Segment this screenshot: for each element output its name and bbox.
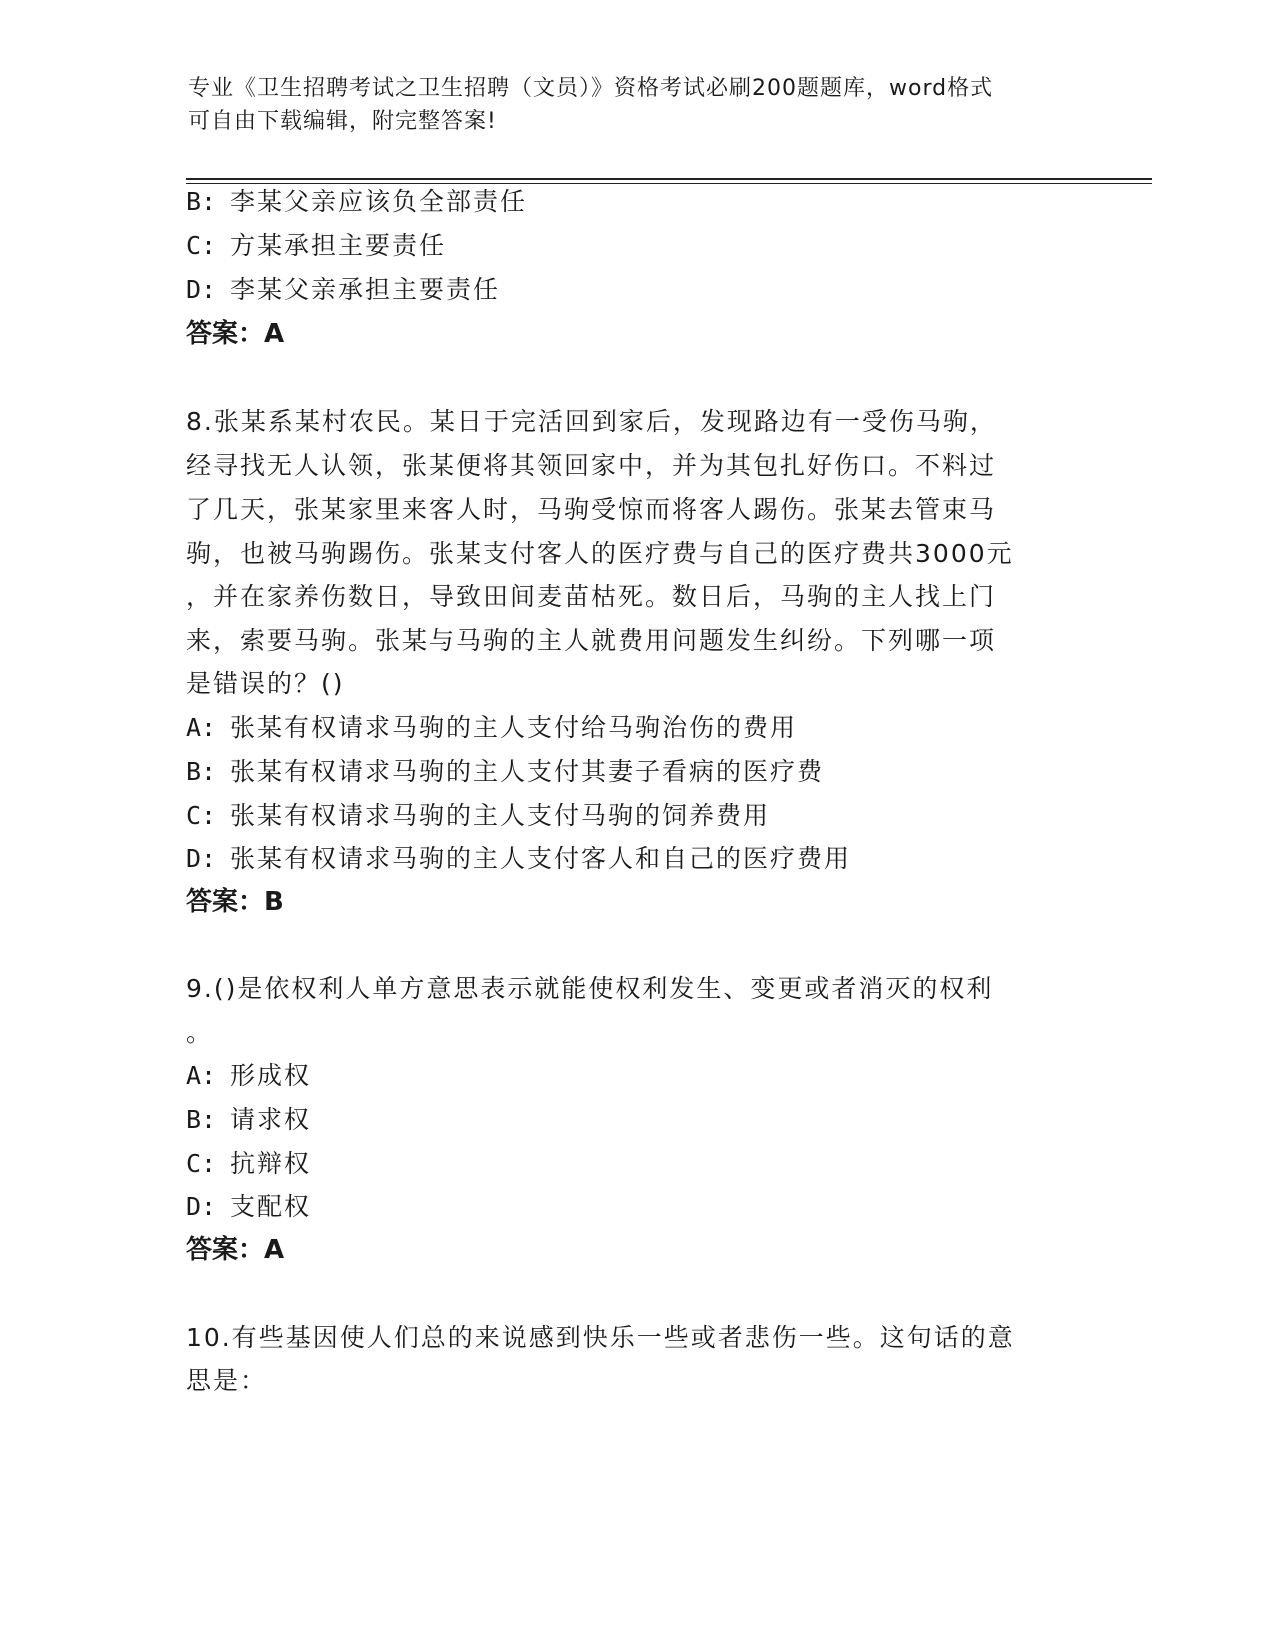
q7-option-b	[186, 186, 527, 218]
q9-option-a	[186, 1060, 311, 1092]
option-letter: D:	[186, 1192, 217, 1221]
option-text: 李某父亲应该负全部责任	[230, 187, 528, 216]
q8-option-c	[186, 800, 770, 832]
option-letter: D:	[186, 275, 217, 304]
option-text: 请求权	[230, 1105, 312, 1134]
header-line-2: 可自由下载编辑，附完整答案!	[188, 109, 497, 134]
q8-stem-line: 8.张某系某村农民。某日于完活回到家后，发现路边有一受伤马驹，	[186, 407, 997, 436]
option-letter: C:	[186, 801, 217, 830]
option-text: 形成权	[230, 1061, 312, 1090]
header-rule-thick	[186, 178, 1152, 180]
q8-option-b	[186, 756, 824, 788]
option-text: 张某有权请求马驹的主人支付给马驹治伤的费用	[230, 713, 798, 742]
q8-answer: 答案：B	[186, 887, 284, 917]
option-text: 方某承担主要责任	[230, 231, 447, 260]
option-letter: B:	[186, 187, 217, 216]
q9-option-c	[186, 1148, 311, 1180]
option-text: 抗辩权	[230, 1149, 312, 1178]
q7-option-c	[186, 230, 446, 262]
header-rule-thin	[186, 183, 1152, 184]
q10-stem-line: 思是：	[186, 1366, 268, 1395]
q8-stem-line: 是错误的？()	[186, 669, 345, 698]
q10-stem-line: 10.有些基因使人们总的来说感到快乐一些或者悲伤一些。这句话的意	[186, 1323, 1015, 1352]
option-text: 张某有权请求马驹的主人支付客人和自己的医疗费用	[230, 844, 852, 873]
q9-stem-line: 9.()是依权利人单方意思表示就能使权利发生、变更或者消灭的权利	[186, 974, 994, 1003]
q8-stem-line: ，并在家养伤数日，导致田间麦苗枯死。数日后，马驹的主人找上门	[186, 582, 997, 611]
q8-stem-line: 了几天，张某家里来客人时，马驹受惊而将客人踢伤。张某去管束马	[186, 495, 997, 524]
header-line-1: 专业《卫生招聘考试之卫生招聘（文员）》资格考试必刷200题题库，word格式	[188, 76, 994, 101]
q9-stem-line: 。	[186, 1018, 214, 1047]
option-letter: D:	[186, 844, 217, 873]
option-letter: C:	[186, 1149, 217, 1178]
q8-stem-line: 驹，也被马驹踢伤。张某支付客人的医疗费与自己的医疗费共3000元	[186, 539, 1014, 568]
q9-answer: 答案：A	[186, 1235, 285, 1265]
q7-answer: 答案：A	[186, 319, 285, 349]
option-letter: C:	[186, 231, 217, 260]
option-letter: A:	[186, 713, 217, 742]
q8-option-a	[186, 712, 797, 744]
option-letter: B:	[186, 757, 217, 786]
option-text: 张某有权请求马驹的主人支付其妻子看病的医疗费	[230, 757, 825, 786]
q7-option-d	[186, 274, 500, 306]
q8-option-d	[186, 843, 851, 875]
q9-option-d	[186, 1191, 311, 1223]
option-letter: B:	[186, 1105, 217, 1134]
option-text: 支配权	[230, 1192, 312, 1221]
q8-stem-line: 经寻找无人认领，张某便将其领回家中，并为其包扎好伤口。不料过	[186, 451, 997, 480]
q8-stem-line: 来，索要马驹。张某与马驹的主人就费用问题发生纠纷。下列哪一项	[186, 626, 997, 655]
option-text: 李某父亲承担主要责任	[230, 275, 501, 304]
document-header	[188, 72, 1068, 138]
q9-option-b	[186, 1104, 311, 1136]
option-text: 张某有权请求马驹的主人支付马驹的饲养费用	[230, 801, 771, 830]
option-letter: A:	[186, 1061, 217, 1090]
